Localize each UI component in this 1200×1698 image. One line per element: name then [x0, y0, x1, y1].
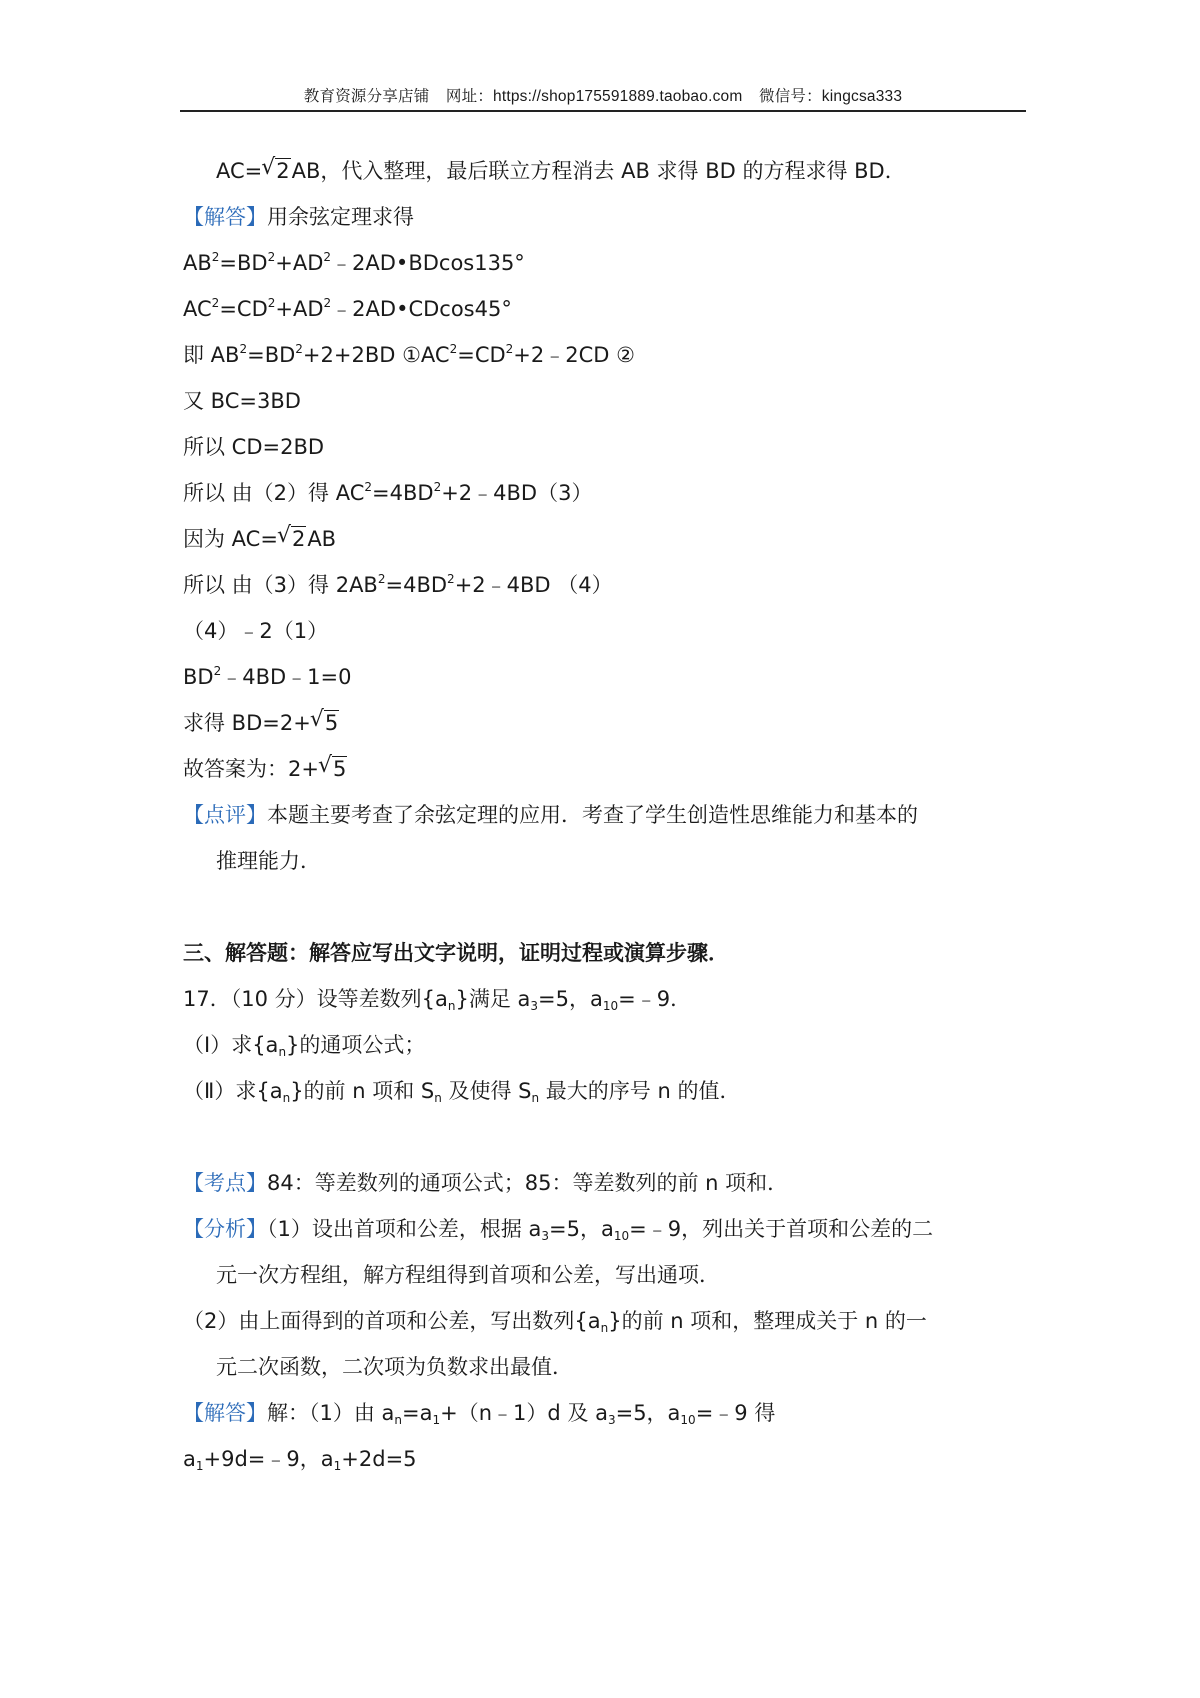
shop-name: 教育资源分享店铺 — [303, 88, 430, 105]
comment-line-2: 推理能力． — [216, 849, 321, 873]
answer-line: 故答案为：2+√ 5 — [183, 755, 348, 783]
eq-quadratic: $BD^2﹣4BD﹣1=0$ — [183, 664, 352, 689]
analysis-tag: 【分析】 — [183, 1217, 267, 1241]
comment-line: 【点评】本题主要考查了余弦定理的应用．考查了学生创造性思维能力和基本的 — [183, 803, 918, 827]
knowledge-points: 【考点】84：等差数列的通项公式；85：等差数列的前 n 项和． — [183, 1171, 789, 1195]
comment-tag: 【点评】 — [183, 803, 267, 827]
eq-bc: 又 BC=3BD — [183, 389, 301, 413]
question-part-2: （Ⅱ）求$\{a_n\}$的前 n 项和 $S_n$ 及使得 $S_n$ 最大的序号 n 的值． — [183, 1079, 741, 1105]
prev-solution-heading: 【解答】用余弦定理求得 — [183, 205, 414, 229]
knowledge-tag: 【考点】 — [183, 1171, 267, 1195]
sqrt-symbol: √ 2 — [278, 525, 306, 553]
site-info: 网址：https://shop175591889.taobao.com — [445, 88, 743, 105]
eq-ab2: $AB^2=BD^2+AD^2﹣2AD•BDcos135^\circ$ — [183, 250, 525, 275]
sqrt-symbol: √ 5 — [311, 709, 339, 737]
analysis-line-1: 【分析】（1）设出首项和公差，根据 $a_3=5$，$a_{10}=﹣9$，列出关于首项和公差的二 — [183, 1217, 934, 1243]
sqrt-symbol: √ 2 — [262, 157, 290, 185]
eq-ac2: $AC^2=CD^2+AD^2﹣2AD•CDcos45^\circ$ — [183, 296, 512, 321]
eq-cd: 所以 CD=2BD — [183, 435, 325, 459]
eq-because: 因为 AC=√ 2AB — [183, 525, 336, 553]
site-url: https://shop175591889.taobao.com — [493, 88, 743, 105]
eq-step3: 所以 由（2）得 $AC^2=4BD^2+2﹣4BD(3)$ — [183, 480, 593, 505]
solution-line-1: 【解答】解：（1）由 $a_n=a_1+(n﹣1)d$ 及 $a_3=5$，$a_{10}=﹣9$ 得 — [183, 1401, 776, 1427]
question-part-1: （Ⅰ）求$\{a_n\}$的通项公式； — [183, 1033, 426, 1059]
page-header — [180, 84, 1026, 106]
solution-tag: 【解答】 — [183, 1401, 267, 1425]
prev-analysis-tail: AC=√ 2AB，代入整理，最后联立方程消去 AB 求得 BD 的方程求得 BD． — [216, 157, 906, 185]
solution-line-2: $a_1+9d=﹣9$，$a_1+2d=5$ — [183, 1447, 417, 1473]
solution-tag: 【解答】 — [183, 205, 267, 229]
wechat-id: kingcsa333 — [821, 88, 903, 105]
eq-step4: 所以 由（3）得 $2AB^2=4BD^2+2﹣4BD$ （4） — [183, 572, 613, 597]
section-title: 三、解答题：解答应写出文字说明，证明过程或演算步骤． — [183, 941, 729, 965]
wechat-info: 微信号：kingcsa333 — [758, 88, 903, 105]
eq-subtract: （4）﹣2（1） — [183, 619, 329, 643]
question-17: 17．（10 分）设等差数列$\{a_n\}$满足 $a_3=5$，$a_{10}=﹣9$． — [183, 987, 692, 1013]
analysis-line-2: 元一次方程组，解方程组得到首项和公差，写出通项． — [216, 1263, 720, 1287]
header-rule — [180, 110, 1026, 112]
eq-result: 求得 BD=2+√ 5 — [183, 709, 340, 737]
analysis-line-3: （2）由上面得到的首项和公差，写出数列$\{a_n\}$的前 n 项和，整理成关于 n 的一 — [183, 1309, 927, 1335]
sqrt-symbol: √ 5 — [319, 755, 347, 783]
eq-combined: 即 $AB^2=BD^2+2+2BD$ $①AC^2=CD^2+2﹣2CD$ ② — [183, 342, 635, 367]
analysis-line-4: 元二次函数，二次项为负数求出最值． — [216, 1355, 573, 1379]
